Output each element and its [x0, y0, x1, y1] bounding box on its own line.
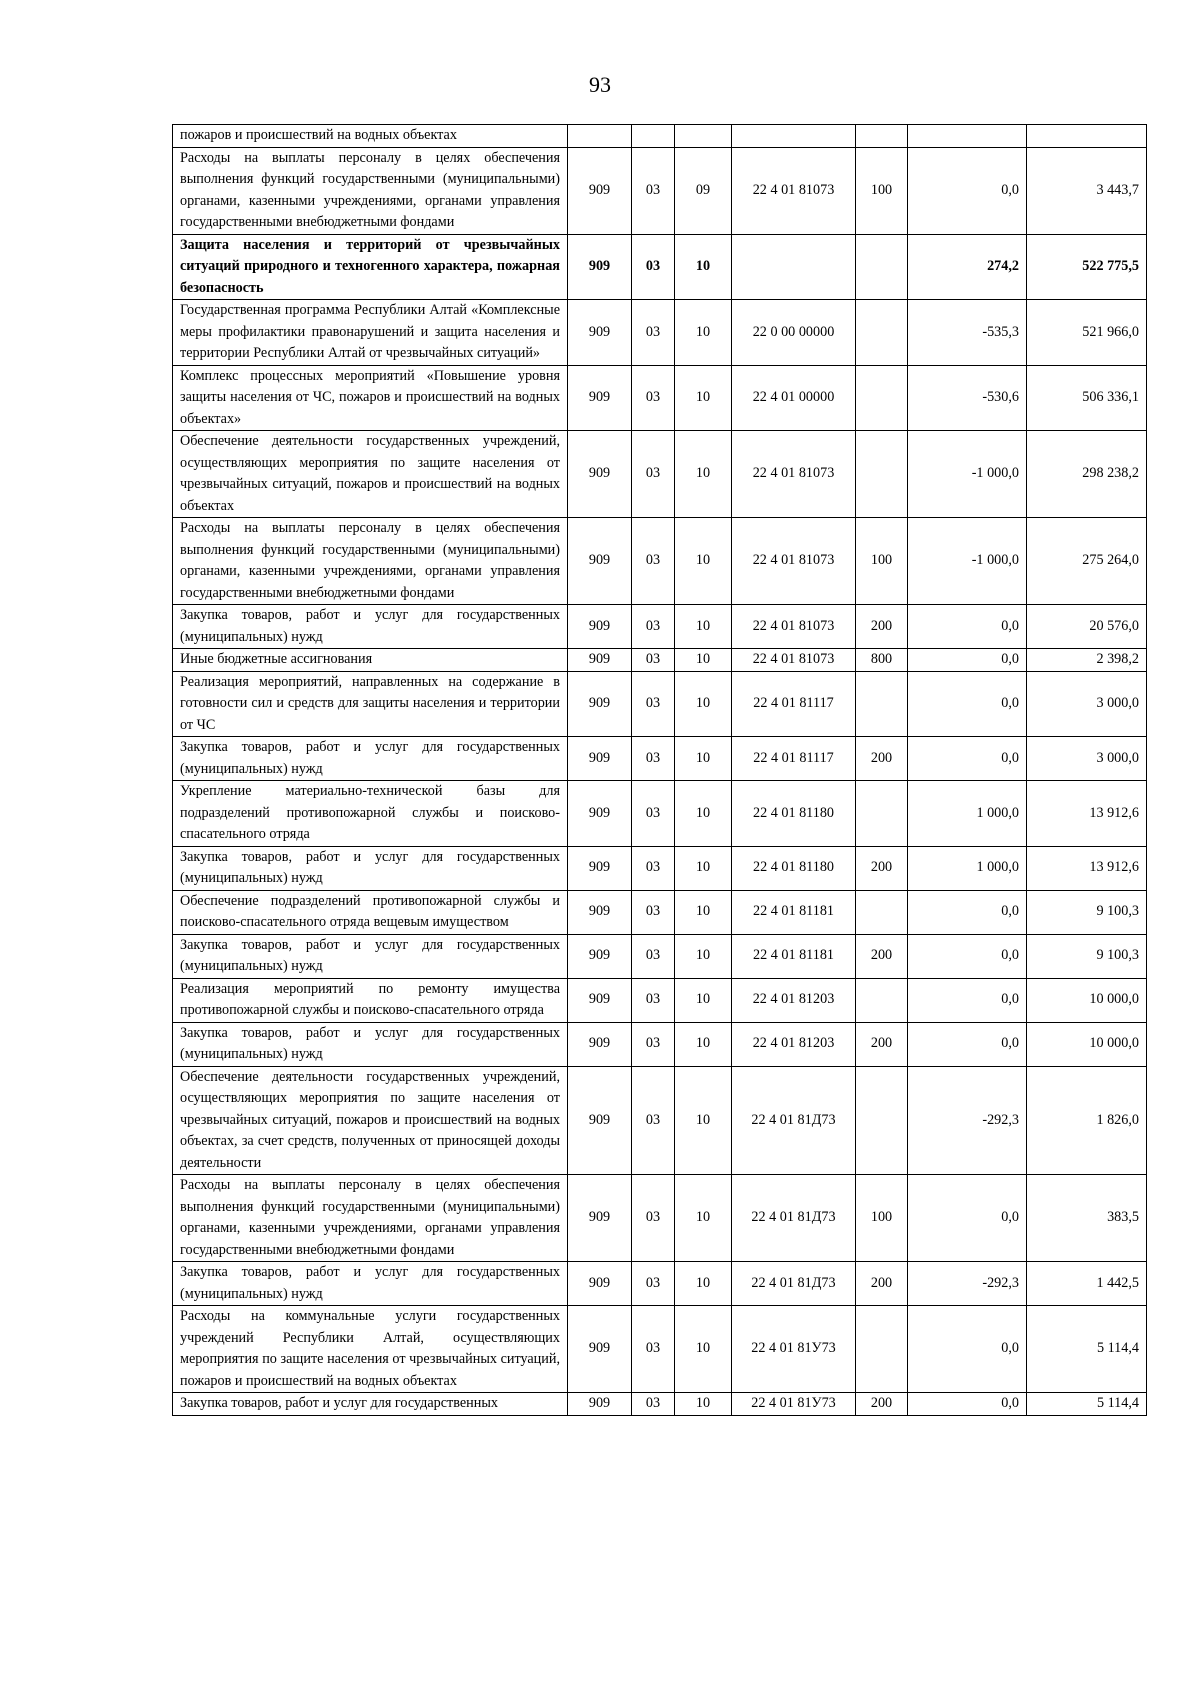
row-expense-type — [856, 890, 908, 934]
row-section-code: 03 — [632, 234, 675, 300]
row-section-code: 03 — [632, 1306, 675, 1393]
table-row — [173, 1175, 1147, 1262]
row-expense-type — [856, 300, 908, 366]
row-section-code: 03 — [632, 605, 675, 649]
row-expense-type — [856, 1066, 908, 1175]
row-subsection-code: 10 — [675, 518, 732, 605]
row-change-amount: 0,0 — [908, 605, 1027, 649]
row-total-amount — [1027, 125, 1147, 148]
row-total-amount: 383,5 — [1027, 1175, 1147, 1262]
row-section-code: 03 — [632, 737, 675, 781]
row-ministry-code: 909 — [568, 518, 632, 605]
budget-table — [172, 124, 1147, 1416]
row-total-amount: 506 336,1 — [1027, 365, 1147, 431]
row-ministry-code: 909 — [568, 671, 632, 737]
row-total-amount: 10 000,0 — [1027, 978, 1147, 1022]
row-total-amount: 298 238,2 — [1027, 431, 1147, 518]
row-total-amount: 2 398,2 — [1027, 649, 1147, 672]
row-expense-type: 200 — [856, 846, 908, 890]
table-row — [173, 147, 1147, 234]
row-ministry-code: 909 — [568, 605, 632, 649]
row-subsection-code: 10 — [675, 978, 732, 1022]
table-row — [173, 300, 1147, 366]
row-ministry-code: 909 — [568, 649, 632, 672]
row-total-amount: 522 775,5 — [1027, 234, 1147, 300]
table-row — [173, 934, 1147, 978]
row-total-amount: 3 000,0 — [1027, 737, 1147, 781]
table-row — [173, 431, 1147, 518]
row-section-code: 03 — [632, 431, 675, 518]
row-target-article: 22 4 01 81У73 — [732, 1306, 856, 1393]
row-description: Укрепление материально-технической базы для подразделений противопожарной службы и поисково-спасательного отряда — [173, 781, 568, 847]
table-row — [173, 518, 1147, 605]
row-target-article: 22 4 01 81Д73 — [732, 1175, 856, 1262]
row-change-amount — [908, 125, 1027, 148]
row-expense-type: 200 — [856, 1022, 908, 1066]
row-target-article: 22 4 01 81073 — [732, 649, 856, 672]
row-ministry-code: 909 — [568, 234, 632, 300]
row-subsection-code: 10 — [675, 890, 732, 934]
table-row — [173, 671, 1147, 737]
row-description: Закупка товаров, работ и услуг для государственных (муниципальных) нужд — [173, 605, 568, 649]
row-section-code: 03 — [632, 1393, 675, 1416]
table-row — [173, 781, 1147, 847]
row-description: Иные бюджетные ассигнования — [173, 649, 568, 672]
row-section-code: 03 — [632, 671, 675, 737]
row-change-amount: 0,0 — [908, 1393, 1027, 1416]
row-total-amount: 275 264,0 — [1027, 518, 1147, 605]
table-row — [173, 365, 1147, 431]
row-target-article: 22 4 01 81117 — [732, 737, 856, 781]
row-total-amount: 3 443,7 — [1027, 147, 1147, 234]
row-ministry-code: 909 — [568, 1022, 632, 1066]
row-subsection-code: 10 — [675, 649, 732, 672]
row-change-amount: 0,0 — [908, 737, 1027, 781]
row-total-amount: 13 912,6 — [1027, 781, 1147, 847]
row-target-article: 22 4 01 81073 — [732, 518, 856, 605]
table-row — [173, 649, 1147, 672]
row-subsection-code: 10 — [675, 605, 732, 649]
row-subsection-code: 10 — [675, 671, 732, 737]
row-subsection-code: 10 — [675, 300, 732, 366]
row-description: Обеспечение подразделений противопожарной службы и поисково-спасательного отряда вещевым имуществом — [173, 890, 568, 934]
row-ministry-code: 909 — [568, 1393, 632, 1416]
row-change-amount: 0,0 — [908, 1175, 1027, 1262]
row-total-amount: 3 000,0 — [1027, 671, 1147, 737]
row-ministry-code: 909 — [568, 737, 632, 781]
table-row — [173, 890, 1147, 934]
row-description: Закупка товаров, работ и услуг для государственных (муниципальных) нужд — [173, 737, 568, 781]
row-target-article: 22 4 01 81203 — [732, 1022, 856, 1066]
row-change-amount: 0,0 — [908, 147, 1027, 234]
row-change-amount: 0,0 — [908, 934, 1027, 978]
table-row — [173, 1066, 1147, 1175]
row-total-amount: 13 912,6 — [1027, 846, 1147, 890]
table-row — [173, 1262, 1147, 1306]
row-subsection-code: 10 — [675, 1175, 732, 1262]
row-ministry-code: 909 — [568, 781, 632, 847]
row-total-amount: 5 114,4 — [1027, 1306, 1147, 1393]
row-target-article: 22 4 01 81203 — [732, 978, 856, 1022]
row-expense-type: 200 — [856, 1393, 908, 1416]
row-description: пожаров и происшествий на водных объектах — [173, 125, 568, 148]
row-ministry-code: 909 — [568, 300, 632, 366]
row-subsection-code: 10 — [675, 934, 732, 978]
row-expense-type: 100 — [856, 1175, 908, 1262]
row-expense-type — [856, 234, 908, 300]
row-expense-type — [856, 781, 908, 847]
row-target-article: 22 4 01 81073 — [732, 431, 856, 518]
row-target-article: 22 4 01 81180 — [732, 781, 856, 847]
row-total-amount: 1 826,0 — [1027, 1066, 1147, 1175]
row-ministry-code: 909 — [568, 890, 632, 934]
row-change-amount: -530,6 — [908, 365, 1027, 431]
row-change-amount: 274,2 — [908, 234, 1027, 300]
table-row — [173, 234, 1147, 300]
row-section-code: 03 — [632, 1262, 675, 1306]
row-ministry-code: 909 — [568, 846, 632, 890]
row-target-article: 22 4 01 81180 — [732, 846, 856, 890]
row-expense-type: 100 — [856, 147, 908, 234]
row-section-code: 03 — [632, 846, 675, 890]
row-description: Обеспечение деятельности государственных учреждений, осуществляющих мероприятия по защите населения от чрезвычайных ситуаций, пожаров и происшествий на водных объектах — [173, 431, 568, 518]
table-row — [173, 605, 1147, 649]
row-change-amount: 0,0 — [908, 1022, 1027, 1066]
row-subsection-code: 10 — [675, 365, 732, 431]
row-expense-type — [856, 978, 908, 1022]
row-ministry-code: 909 — [568, 978, 632, 1022]
table-row — [173, 1393, 1147, 1416]
row-target-article: 22 4 01 81У73 — [732, 1393, 856, 1416]
row-expense-type: 200 — [856, 605, 908, 649]
row-description: Расходы на коммунальные услуги государственных учреждений Республики Алтай, осуществляющих мероприятия по защите населения от чрезвычайных ситуаций, пожаров и происшествий на водных объектах — [173, 1306, 568, 1393]
row-section-code: 03 — [632, 518, 675, 605]
row-expense-type — [856, 365, 908, 431]
row-section-code: 03 — [632, 1066, 675, 1175]
row-expense-type: 800 — [856, 649, 908, 672]
row-description: Расходы на выплаты персоналу в целях обеспечения выполнения функций государственными (муниципальными) органами, казенными учреждениями, органами управления государственными внебюджетными фондами — [173, 1175, 568, 1262]
row-target-article: 22 4 01 81073 — [732, 147, 856, 234]
row-ministry-code: 909 — [568, 147, 632, 234]
row-change-amount: -292,3 — [908, 1262, 1027, 1306]
row-ministry-code: 909 — [568, 431, 632, 518]
row-target-article: 22 4 01 00000 — [732, 365, 856, 431]
row-expense-type — [856, 1306, 908, 1393]
row-expense-type: 100 — [856, 518, 908, 605]
row-subsection-code: 10 — [675, 1066, 732, 1175]
row-change-amount: 1 000,0 — [908, 846, 1027, 890]
row-target-article: 22 0 00 00000 — [732, 300, 856, 366]
row-change-amount: 0,0 — [908, 671, 1027, 737]
row-change-amount: 0,0 — [908, 1306, 1027, 1393]
row-section-code: 03 — [632, 1022, 675, 1066]
row-description: Комплекс процессных мероприятий «Повышение уровня защиты населения от ЧС, пожаров и происшествий на водных объектах» — [173, 365, 568, 431]
row-description: Закупка товаров, работ и услуг для государственных (муниципальных) нужд — [173, 1022, 568, 1066]
row-section-code: 03 — [632, 649, 675, 672]
row-expense-type: 200 — [856, 934, 908, 978]
row-change-amount: -1 000,0 — [908, 431, 1027, 518]
row-ministry-code: 909 — [568, 1175, 632, 1262]
table-row — [173, 1022, 1147, 1066]
row-total-amount: 9 100,3 — [1027, 890, 1147, 934]
row-section-code: 03 — [632, 890, 675, 934]
row-target-article: 22 4 01 81Д73 — [732, 1262, 856, 1306]
row-expense-type: 200 — [856, 737, 908, 781]
row-section-code — [632, 125, 675, 148]
table-row — [173, 737, 1147, 781]
row-section-code: 03 — [632, 147, 675, 234]
row-expense-type — [856, 671, 908, 737]
row-subsection-code: 10 — [675, 1262, 732, 1306]
row-target-article: 22 4 01 81117 — [732, 671, 856, 737]
row-subsection-code: 10 — [675, 234, 732, 300]
row-subsection-code: 10 — [675, 1306, 732, 1393]
row-subsection-code — [675, 125, 732, 148]
table-row — [173, 846, 1147, 890]
row-description: Обеспечение деятельности государственных учреждений, осуществляющих мероприятия по защите населения от чрезвычайных ситуаций, пожаров и происшествий на водных объектах, за счет средств, полученных от приносящей доходы деятельности — [173, 1066, 568, 1175]
table-row — [173, 125, 1147, 148]
row-description: Закупка товаров, работ и услуг для государственных — [173, 1393, 568, 1416]
row-subsection-code: 10 — [675, 781, 732, 847]
row-total-amount: 9 100,3 — [1027, 934, 1147, 978]
row-description: Закупка товаров, работ и услуг для государственных (муниципальных) нужд — [173, 934, 568, 978]
row-change-amount: 1 000,0 — [908, 781, 1027, 847]
row-change-amount: 0,0 — [908, 890, 1027, 934]
row-ministry-code — [568, 125, 632, 148]
row-section-code: 03 — [632, 978, 675, 1022]
row-ministry-code: 909 — [568, 1066, 632, 1175]
row-total-amount: 20 576,0 — [1027, 605, 1147, 649]
row-description: Расходы на выплаты персоналу в целях обеспечения выполнения функций государственными (муниципальными) органами, казенными учреждениями, органами управления государственными внебюджетными фондами — [173, 518, 568, 605]
row-expense-type: 200 — [856, 1262, 908, 1306]
row-section-code: 03 — [632, 1175, 675, 1262]
row-change-amount: -1 000,0 — [908, 518, 1027, 605]
row-section-code: 03 — [632, 300, 675, 366]
row-subsection-code: 09 — [675, 147, 732, 234]
row-total-amount: 521 966,0 — [1027, 300, 1147, 366]
budget-table-body — [173, 125, 1147, 1416]
row-description: Расходы на выплаты персоналу в целях обеспечения выполнения функций государственными (муниципальными) органами, казенными учреждениями, органами управления государственными внебюджетными фондами — [173, 147, 568, 234]
row-ministry-code: 909 — [568, 1306, 632, 1393]
row-ministry-code: 909 — [568, 934, 632, 978]
row-section-code: 03 — [632, 934, 675, 978]
row-description: Закупка товаров, работ и услуг для государственных (муниципальных) нужд — [173, 846, 568, 890]
row-description: Защита населения и территорий от чрезвычайных ситуаций природного и техногенного характера, пожарная безопасность — [173, 234, 568, 300]
row-expense-type — [856, 431, 908, 518]
row-subsection-code: 10 — [675, 846, 732, 890]
row-section-code: 03 — [632, 781, 675, 847]
page-number: 93 — [589, 72, 611, 97]
row-expense-type — [856, 125, 908, 148]
row-change-amount: 0,0 — [908, 649, 1027, 672]
table-row — [173, 1306, 1147, 1393]
row-description: Реализация мероприятий, направленных на содержание в готовности сил и средств для защиты населения и территории от ЧС — [173, 671, 568, 737]
row-target-article: 22 4 01 81073 — [732, 605, 856, 649]
row-total-amount: 10 000,0 — [1027, 1022, 1147, 1066]
row-subsection-code: 10 — [675, 1022, 732, 1066]
row-section-code: 03 — [632, 365, 675, 431]
row-subsection-code: 10 — [675, 1393, 732, 1416]
row-target-article: 22 4 01 81181 — [732, 890, 856, 934]
row-ministry-code: 909 — [568, 365, 632, 431]
row-ministry-code: 909 — [568, 1262, 632, 1306]
row-change-amount: -292,3 — [908, 1066, 1027, 1175]
row-target-article — [732, 125, 856, 148]
row-target-article: 22 4 01 81Д73 — [732, 1066, 856, 1175]
table-row — [173, 978, 1147, 1022]
row-total-amount: 1 442,5 — [1027, 1262, 1147, 1306]
row-total-amount: 5 114,4 — [1027, 1393, 1147, 1416]
row-description: Государственная программа Республики Алтай «Комплексные меры профилактики правонарушений и защита населения и территории Республики Алтай от чрезвычайных ситуаций» — [173, 300, 568, 366]
row-change-amount: -535,3 — [908, 300, 1027, 366]
row-description: Реализация мероприятий по ремонту имущества противопожарной службы и поисково-спасательного отряда — [173, 978, 568, 1022]
row-change-amount: 0,0 — [908, 978, 1027, 1022]
row-target-article — [732, 234, 856, 300]
row-subsection-code: 10 — [675, 431, 732, 518]
row-subsection-code: 10 — [675, 737, 732, 781]
row-description: Закупка товаров, работ и услуг для государственных (муниципальных) нужд — [173, 1262, 568, 1306]
row-target-article: 22 4 01 81181 — [732, 934, 856, 978]
